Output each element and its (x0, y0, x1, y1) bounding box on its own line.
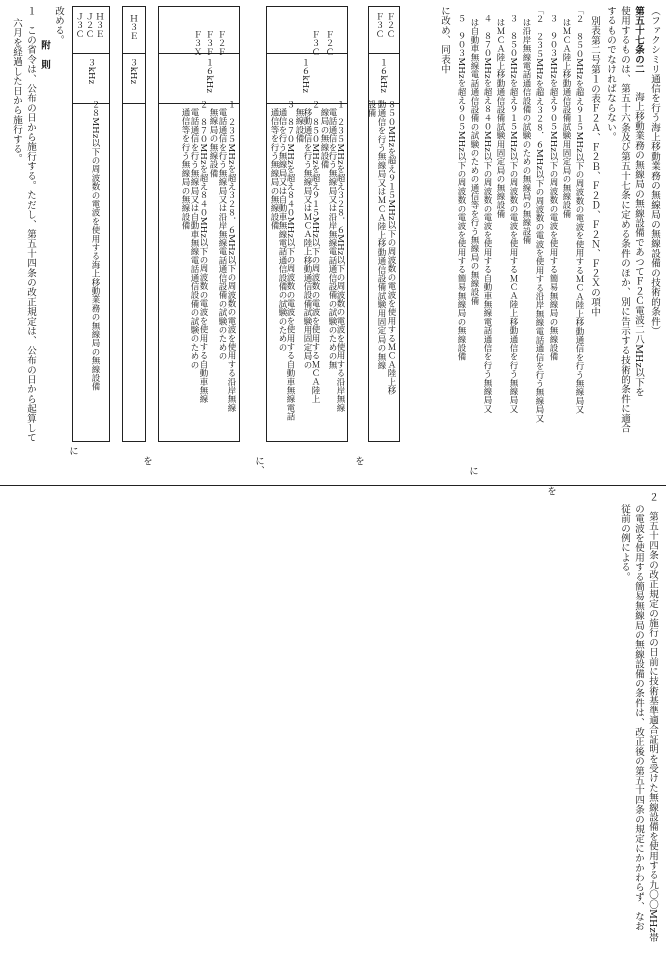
text-ni-3: に (67, 446, 78, 456)
quote-line-3b: は沿岸無線電話通信設備の試験のための無線局の無線設備 (521, 18, 531, 245)
transition-item-2c: 従前の例による。 (619, 504, 630, 582)
table-2-item-4: ２ ８５０MHzを超え９１５MHz以下の周波数の電波を使用するＭＣＡ陸上 (310, 100, 320, 404)
table-4-freq: ３kHz (128, 58, 138, 85)
table-5-freq: ３kHz (86, 58, 96, 85)
table-2-item-9: 通信等を行う無線局の無線設備 (269, 108, 279, 230)
table-1-desc-1: ８５０MHzを超え９１５MHz以下の周波数の電波を使用するＭＣＡ陸上移 (386, 100, 396, 395)
table-2-code-1: Ｆ２Ｃ (324, 30, 334, 57)
table-5-code-2: Ｊ２Ｃ (84, 12, 94, 39)
kaimeru-text: 改める。 (53, 6, 64, 45)
text-ni-1: に (467, 466, 478, 476)
table-1-code-1: Ｆ２Ｃ (385, 12, 395, 39)
table-1-freq: １６kHz (378, 58, 388, 94)
article-title: 第五十七条の二 (633, 6, 644, 74)
table-5-desc: ２８MHz以下の周波数の電波を使用する海上移動業務の無線局の無線設備 (90, 100, 100, 391)
table-3-code-2: Ｆ３Ｆ (204, 30, 214, 57)
supplementary-line-1: １ この省令は、公布の日から施行する。ただし、第五十四条の改正規定は、公布の日から起算して (25, 6, 36, 443)
article-body-line-2: 使用するものは、第五十六条及び第五十七条に定める条件のほか、別に告示する技術的条件に適合 (619, 6, 630, 433)
text-wo-2: を (353, 456, 364, 466)
transition-item-2: ２ 第五十四条の改正規定の施行の日前に技術基準適合証明を受けた無線設備を使用する九〇〇MHz帯 (647, 492, 658, 943)
table-3-item-3: 無線局の無線設備 (208, 108, 218, 178)
table-5-code-3: Ｊ３Ｃ (74, 12, 84, 39)
table-3-item-2: 電話通信を行う無線局又は沿岸無線電話通信設備の試験のための (217, 108, 227, 361)
kaime-text: に改め、同表中 (439, 6, 450, 74)
table-3-item-4: ２ ８７０MHzを超え８４０MHz以下の周波数の電波を使用する自動車無線 (198, 100, 208, 404)
table-2-item-3: 線局の無線設備 (319, 108, 329, 169)
quote-line-2: ３ ９０３MHzを超え９０５MHz以下の周波数の電波を使用する簡易無線局の無線設備 (548, 14, 558, 361)
table-2-item-6: 無線設備 (294, 108, 304, 143)
table-1-desc-3: 設備 (366, 100, 376, 118)
table-3-freq: １６kHz (204, 58, 214, 94)
table-2-item-1: １ ２３５MHzを超え３２８．６MHz以下の周波数の電波を使用する沿岸無線 (335, 100, 345, 413)
table-1-code-2: Ｆ３Ｃ (374, 12, 384, 39)
quote-line-5: ４ ８７０MHzを超え８４０MHz以下の周波数の電波を使用する自動車無線電話通信を行う無線局又 (482, 14, 492, 414)
text-wo-1: を (545, 486, 556, 496)
quote-line-4b: はＭＣＡ陸上移動通信設備試験用固定局の無線設備 (495, 18, 505, 219)
text-wo-3: を (141, 456, 152, 466)
table-2-item-8: 通信を行う無線局又は自動車無線電話通信設備の試験のための (277, 108, 287, 352)
text-ni-2: に、 (253, 456, 264, 476)
table-2-item-7: ３ ８７０MHzを超え８４０MHz以下の周波数の電波を使用する自動車無線電話 (285, 100, 295, 421)
table-3-item-5: 電話通信を行う無線局又は自動車無線電話通信設備の試験のための (189, 108, 199, 369)
table-3-item-1: １ ２３５MHzを超え３２８．６MHz以下の周波数の電波を使用する沿岸無線 (226, 100, 236, 413)
quote-line-5b: は自動車無線電話通信設備の試験のための通信等を行う無線局の無線設備 (469, 18, 479, 306)
article-body-line-1: 海上移動業務の無線局の無線設備であつてＦ２Ｃ電波二八MHz以下を (633, 92, 644, 397)
table-3-code-1: Ｆ２Ｆ (216, 30, 226, 57)
table-3-item-6: 通信等を行う無線局の無線設備 (180, 108, 190, 230)
quote-line-3: 「２ ２３５MHzを超え３２８．６MHz以下の周波数の電波を使用する沿岸無線電話通信を行う無線局又 (534, 6, 544, 423)
transition-item-2b: の電波を使用する簡易無線局の無線設備の条件は、改正後の第五十四条の規定にかかわらず、なお (633, 504, 644, 931)
table-2-code-2: Ｆ３Ｃ (310, 30, 320, 57)
table-3-code-3: Ｆ３Ｘ (192, 30, 202, 57)
quote-line-4: ３ ８５０MHzを超え９１５MHz以下の周波数の電波を使用するＭＣＡ陸上移動通信を行う無線局又 (508, 14, 518, 414)
table-2-item-5: 移動通信を行う無線局又はＭＣＡ陸上移動通信設備試験用固定局の (302, 108, 312, 369)
section-divider (0, 485, 666, 486)
supplementary-line-1b: 六月を経過した日から施行する。 (11, 18, 22, 164)
quote-line-1: 「２ ８５０MHzを超え９１５MHz以下の周波数の電波を使用するＭＣＡ陸上移動通信を行う無線局又 (574, 6, 584, 414)
table-5-code-1: Ｈ３Ｅ (94, 12, 104, 39)
table-1-desc-2: 動通信を行う無線局又はＭＣＡ陸上移動通信設備試験用固定局の無線 (376, 100, 386, 370)
supplementary-heading: 附 則 (39, 40, 50, 70)
table-4-code-1: Ｈ３Ｅ (128, 14, 138, 41)
article-body-line-3: するものでなければならない。 (605, 6, 616, 142)
quote-line-6: ５ ９０３MHzを超え９０５MHz以下の周波数の電波を使用する簡易無線局の無線設備 (456, 14, 466, 361)
article-heading: （ファクシミリ通信を行う海上移動業務の無線局の無線設備の技術的条件） (649, 6, 660, 336)
appendix-reference: 別表第二号第１の表Ｆ２Ａ、Ｆ２Ｂ、Ｆ２Ｄ、Ｆ２Ｎ、Ｆ２Ｘの項中 (589, 16, 600, 317)
table-2-freq: １６kHz (300, 58, 310, 94)
quote-line-1b: はＭＣＡ陸上移動通信設備試験用固定局の無線設備 (561, 18, 571, 219)
table-2-item-2: 電話通信を行う無線局又は沿岸無線電話通信設備の試験のための無 (327, 108, 337, 369)
